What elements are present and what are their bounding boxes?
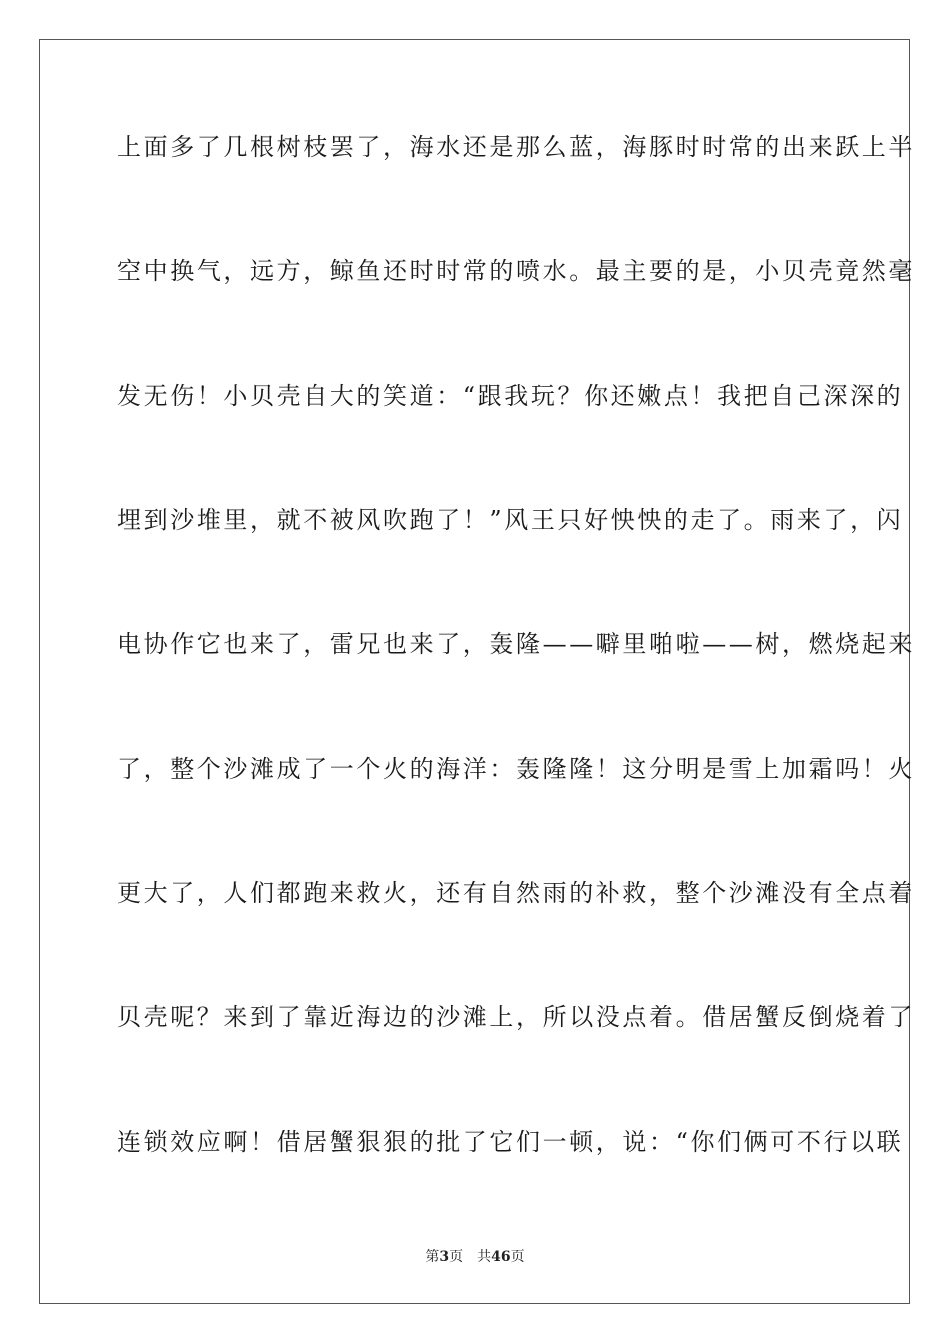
- body-text-line: 更大了，人们都跑来救火，还有自然雨的补救，整个沙滩没有全点着: [117, 879, 915, 907]
- body-text-line: 了，整个沙滩成了一个火的海洋：轰隆隆！这分明是雪上加霜吗！火: [117, 755, 915, 783]
- total-suffix: 页: [510, 1249, 525, 1265]
- body-text-line: 发无伤！小贝壳自大的笑道：“跟我玩？你还嫩点！我把自己深深的: [117, 382, 904, 410]
- total-prefix: 共: [477, 1249, 492, 1265]
- total-pages: 46: [491, 1249, 511, 1265]
- body-text-line: 上面多了几根树枝罢了，海水还是那么蓝，海豚时时常的出来跃上半: [117, 133, 915, 161]
- page-number: 3: [439, 1249, 450, 1265]
- body-text-line: 连锁效应啊！借居蟹狠狠的批了它们一顿，说：“你们俩可不行以联: [117, 1128, 904, 1156]
- page-footer: [0, 1247, 950, 1267]
- body-text-line: 电协作它也来了，雷兄也来了，轰隆——噼里啪啦——树，燃烧起来: [117, 630, 915, 658]
- body-text-line: 空中换气，远方，鲸鱼还时时常的喷水。最主要的是，小贝壳竟然毫: [117, 257, 915, 285]
- page-border: [39, 39, 915, 1304]
- body-text-line: 贝壳呢？来到了靠近海边的沙滩上，所以没点着。借居蟹反倒烧着了: [117, 1003, 915, 1031]
- page-prefix: 第: [425, 1249, 440, 1265]
- page-suffix: 页: [449, 1249, 464, 1265]
- body-text-line: 埋到沙堆里，就不被风吹跑了！”风王只好怏怏的走了。雨来了，闪: [117, 506, 904, 534]
